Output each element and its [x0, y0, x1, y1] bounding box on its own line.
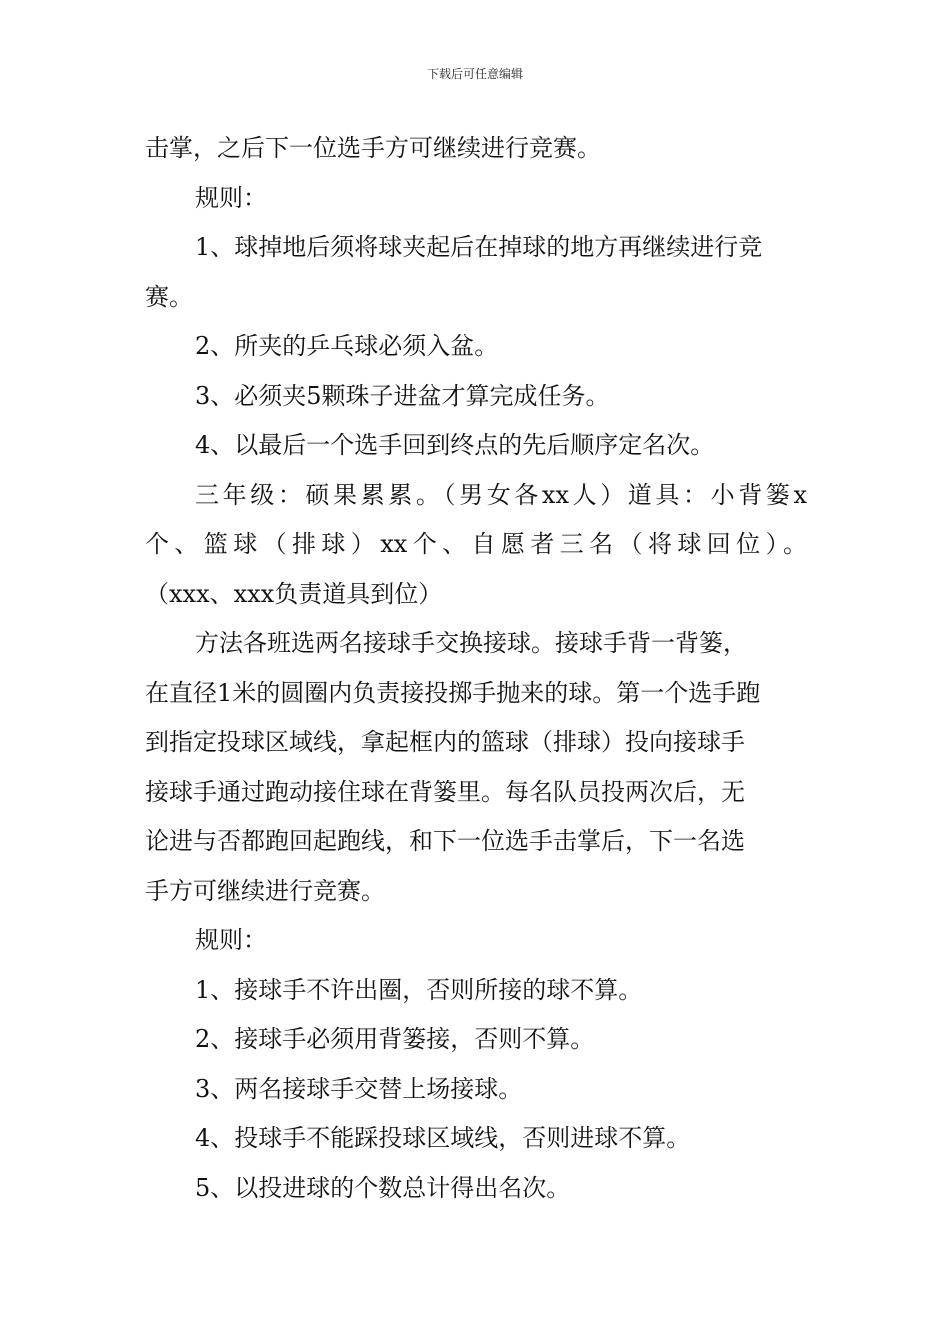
paragraph-line: 个、篮球（排球）xx个、自愿者三名（将球回位）。: [145, 530, 807, 558]
paragraph-line: 方法各班选两名接球手交换接球。接球手背一背篓，: [195, 629, 747, 657]
rule-item: 3、两名接球手交替上场接球。: [195, 1074, 523, 1103]
rule-item: 3、必须夹5颗珠子进盆才算完成任务。: [195, 381, 610, 410]
rule-item: 2、所夹的乒乓球必须入盆。: [195, 332, 499, 360]
paragraph-line: （xxx、xxx负责道具到位）: [145, 579, 443, 608]
document-body: [145, 124, 807, 1213]
rule-item: 1、接球手不许出圈，否则所接的球不算。: [195, 975, 643, 1004]
page-header: 下载后可任意编辑: [426, 67, 523, 81]
rule-item: 4、投球手不能踩投球区域线，否则进球不算。: [195, 1124, 691, 1152]
paragraph-line: 击掌，之后下一位选手方可继续进行竞赛。: [145, 134, 601, 162]
paragraph-line: 赛。: [145, 282, 193, 311]
rules-heading: 规则：: [195, 183, 267, 212]
rule-item: 4、以最后一个选手回到终点的先后顺序定名次。: [195, 431, 715, 459]
paragraph-line: 手方可继续进行竞赛。: [145, 876, 385, 905]
rule-item: 5、以投进球的个数总计得出名次。: [195, 1173, 571, 1202]
paragraph-line: 接球手通过跑动接住球在背篓里。每名队员投两次后，无: [145, 777, 745, 806]
paragraph-line: 论进与否都跑回起跑线，和下一位选手击掌后，下一名选: [145, 827, 745, 855]
paragraph-line: 到指定投球区域线，拿起框内的篮球（排球）投向接球手: [145, 728, 745, 756]
rules-heading: 规则：: [195, 926, 267, 954]
section-heading: 三年级：硕果累累。（男女各xx人）道具：小背篓x: [195, 480, 807, 509]
rule-item: 2、接球手必须用背篓接，否则不算。: [195, 1025, 595, 1053]
paragraph-line: 在直径1米的圆圈内负责接投掷手抛来的球。第一个选手跑: [145, 678, 761, 707]
rule-item: 1、球掉地后须将球夹起后在掉球的地方再继续进行竞: [195, 233, 763, 261]
